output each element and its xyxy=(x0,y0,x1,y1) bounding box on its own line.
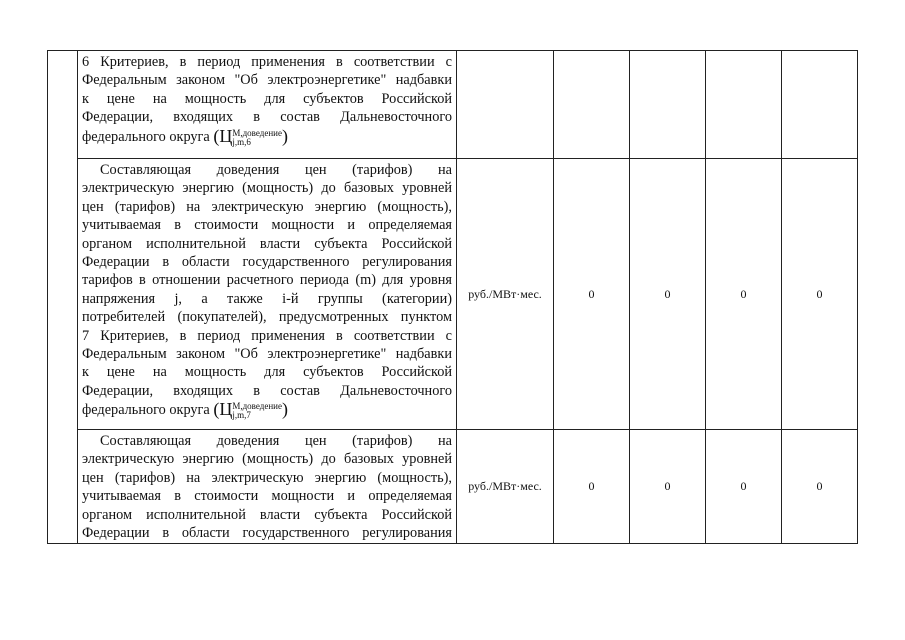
text-line: 6 Критериев, в период применения в соответствии с xyxy=(82,54,452,70)
value-cell: 0 xyxy=(706,159,782,430)
description-cell xyxy=(78,51,457,159)
text-line: к цене на мощность для субъектов Российской xyxy=(82,90,452,107)
value-cell: 0 xyxy=(630,430,706,544)
formula-indices: М,доведение j,m,7 xyxy=(232,401,282,421)
text-line: электрическую энергию (мощность) до базовых уровней xyxy=(82,180,452,197)
text-line: учитываемая в стоимости мощности и определяемая xyxy=(82,488,452,505)
text-line: Федерации в области государственного регулирования xyxy=(82,525,452,542)
left-margin-cell xyxy=(48,51,78,544)
text-line: цен (тарифов) на электрическую энергию (мощность), xyxy=(82,469,452,486)
text-line: тарифов в отношении расчетного периода (m) для уровня xyxy=(82,272,452,289)
value-cell: 0 xyxy=(782,159,858,430)
text-line: цен (тарифов) на электрическую энергию (мощность), xyxy=(82,198,452,215)
text-line: Федеральным законом "Об электроэнергетике" надбавки xyxy=(82,346,452,363)
value-cell: 0 xyxy=(554,430,630,544)
formula-indices: М,доведение j,m,6 xyxy=(232,127,282,147)
description-text xyxy=(78,51,456,148)
text-line: Федерации, входящих в состав Дальневосточного xyxy=(82,109,452,126)
value-cell xyxy=(630,51,706,159)
text-line: Составляющая доведения цен (тарифов) на xyxy=(100,162,452,178)
unit-cell: руб./МВт·мес. xyxy=(457,430,554,544)
text-line: Составляющая доведения цен (тарифов) на xyxy=(100,433,452,449)
table-row xyxy=(48,51,858,159)
description-cell xyxy=(78,159,457,430)
formula-line: федерального округа (Ц М,доведение j,m,6 ) xyxy=(82,125,288,147)
table-row xyxy=(48,159,858,430)
text-line: напряжения j, а также i-й группы (категории) xyxy=(82,290,452,307)
text-line: потребителей (покупателей), предусмотренных пунктом xyxy=(82,309,452,326)
text-line: Федерации в области государственного регулирования xyxy=(82,254,452,271)
description-text xyxy=(78,159,456,421)
text-line: Федеральным законом "Об электроэнергетике" надбавки xyxy=(82,72,452,89)
value-cell xyxy=(706,51,782,159)
text-line: органом исполнительной власти субъекта Российской xyxy=(82,506,452,523)
unit-cell: руб./МВт·мес. xyxy=(457,159,554,430)
value-cell xyxy=(782,51,858,159)
value-cell: 0 xyxy=(554,159,630,430)
text-line: Федерации, входящих в состав Дальневосточного xyxy=(82,382,452,399)
value-cell xyxy=(554,51,630,159)
text-line: к цене на мощность для субъектов Российской xyxy=(82,364,452,381)
description-text xyxy=(78,430,456,543)
value-cell: 0 xyxy=(630,159,706,430)
text-line: электрическую энергию (мощность) до базовых уровней xyxy=(82,451,452,468)
value-cell: 0 xyxy=(706,430,782,544)
description-cell xyxy=(78,430,457,544)
text-line: 7 Критериев, в период применения в соответствии с xyxy=(82,327,452,344)
unit-cell xyxy=(457,51,554,159)
text-line: органом исполнительной власти субъекта Российской xyxy=(82,235,452,252)
value-cell: 0 xyxy=(782,430,858,544)
formula-line: федерального округа (Ц М,доведение j,m,7 ) xyxy=(82,399,288,421)
text-line: учитываемая в стоимости мощности и определяемая xyxy=(82,217,452,234)
tariff-table xyxy=(47,50,858,544)
table-row xyxy=(48,430,858,544)
